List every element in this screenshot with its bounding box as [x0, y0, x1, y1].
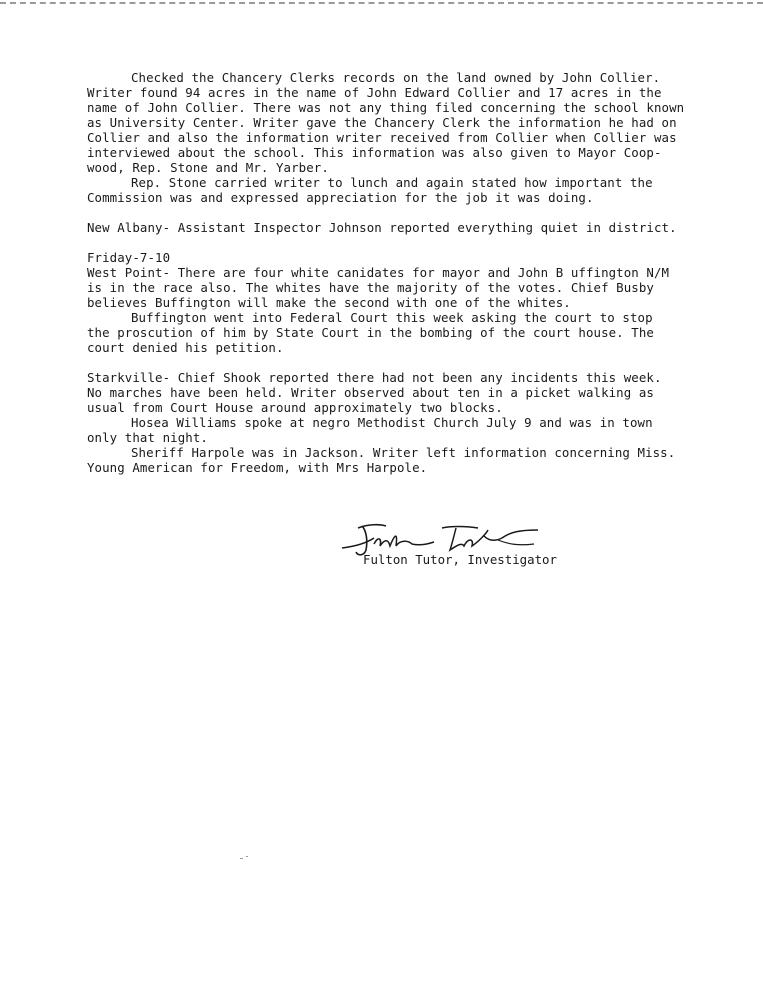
- page-top-edge: [0, 2, 763, 4]
- document-body: [87, 70, 687, 475]
- text-line: believes Buffington will make the second with one of the whites.: [87, 295, 571, 310]
- text-line: Buffington went into Federal Court this week asking the court to stop: [131, 310, 653, 325]
- text-line: Checked the Chancery Clerks records on the land owned by John Collier.: [131, 70, 661, 85]
- text-line: the proscution of him by State Court in the bombing of the court house. The: [87, 325, 654, 340]
- text-line: name of John Collier. There was not any thing filed concerning the school known: [87, 100, 685, 115]
- text-line: Young American for Freedom, with Mrs Harpole.: [87, 460, 428, 475]
- text-line: is in the race also. The whites have the majority of the votes. Chief Busby: [87, 280, 654, 295]
- text-line: usual from Court House around approximately two blocks.: [87, 400, 503, 415]
- text-line: Hosea Williams spoke at negro Methodist Church July 9 and was in town: [131, 415, 653, 430]
- scan-speck: [246, 856, 248, 857]
- text-line: only that night.: [87, 430, 208, 445]
- text-line: Commission was and expressed appreciation for the job it was doing.: [87, 190, 594, 205]
- text-line: Writer found 94 acres in the name of John Edward Collier and 17 acres in the: [87, 85, 662, 100]
- text-line: interviewed about the school. This information was also given to Mayor Coop-: [87, 145, 662, 160]
- text-line: court denied his petition.: [87, 340, 284, 355]
- text-line: Rep. Stone carried writer to lunch and again stated how important the: [131, 175, 653, 190]
- scan-speck: [240, 858, 243, 859]
- text-line: West Point- There are four white canidates for mayor and John B uffington N/M: [87, 265, 670, 280]
- section-date: Friday-7-10: [87, 250, 171, 265]
- text-line: wood, Rep. Stone and Mr. Yarber.: [87, 160, 329, 175]
- text-line: Starkville- Chief Shook reported there had not been any incidents this week.: [87, 370, 662, 385]
- text-line: Collier and also the information writer received from Collier when Collier was: [87, 130, 677, 145]
- text-line: New Albany- Assistant Inspector Johnson reported everything quiet in district.: [87, 220, 677, 235]
- text-line: No marches have been held. Writer observed about ten in a picket walking as: [87, 385, 654, 400]
- signature-block: [338, 516, 568, 576]
- signature-name-line: Fulton Tutor, Investigator: [363, 552, 557, 567]
- text-line: as University Center. Writer gave the Chancery Clerk the information he had on: [87, 115, 677, 130]
- text-line: Sheriff Harpole was in Jackson. Writer left information concerning Miss.: [131, 445, 676, 460]
